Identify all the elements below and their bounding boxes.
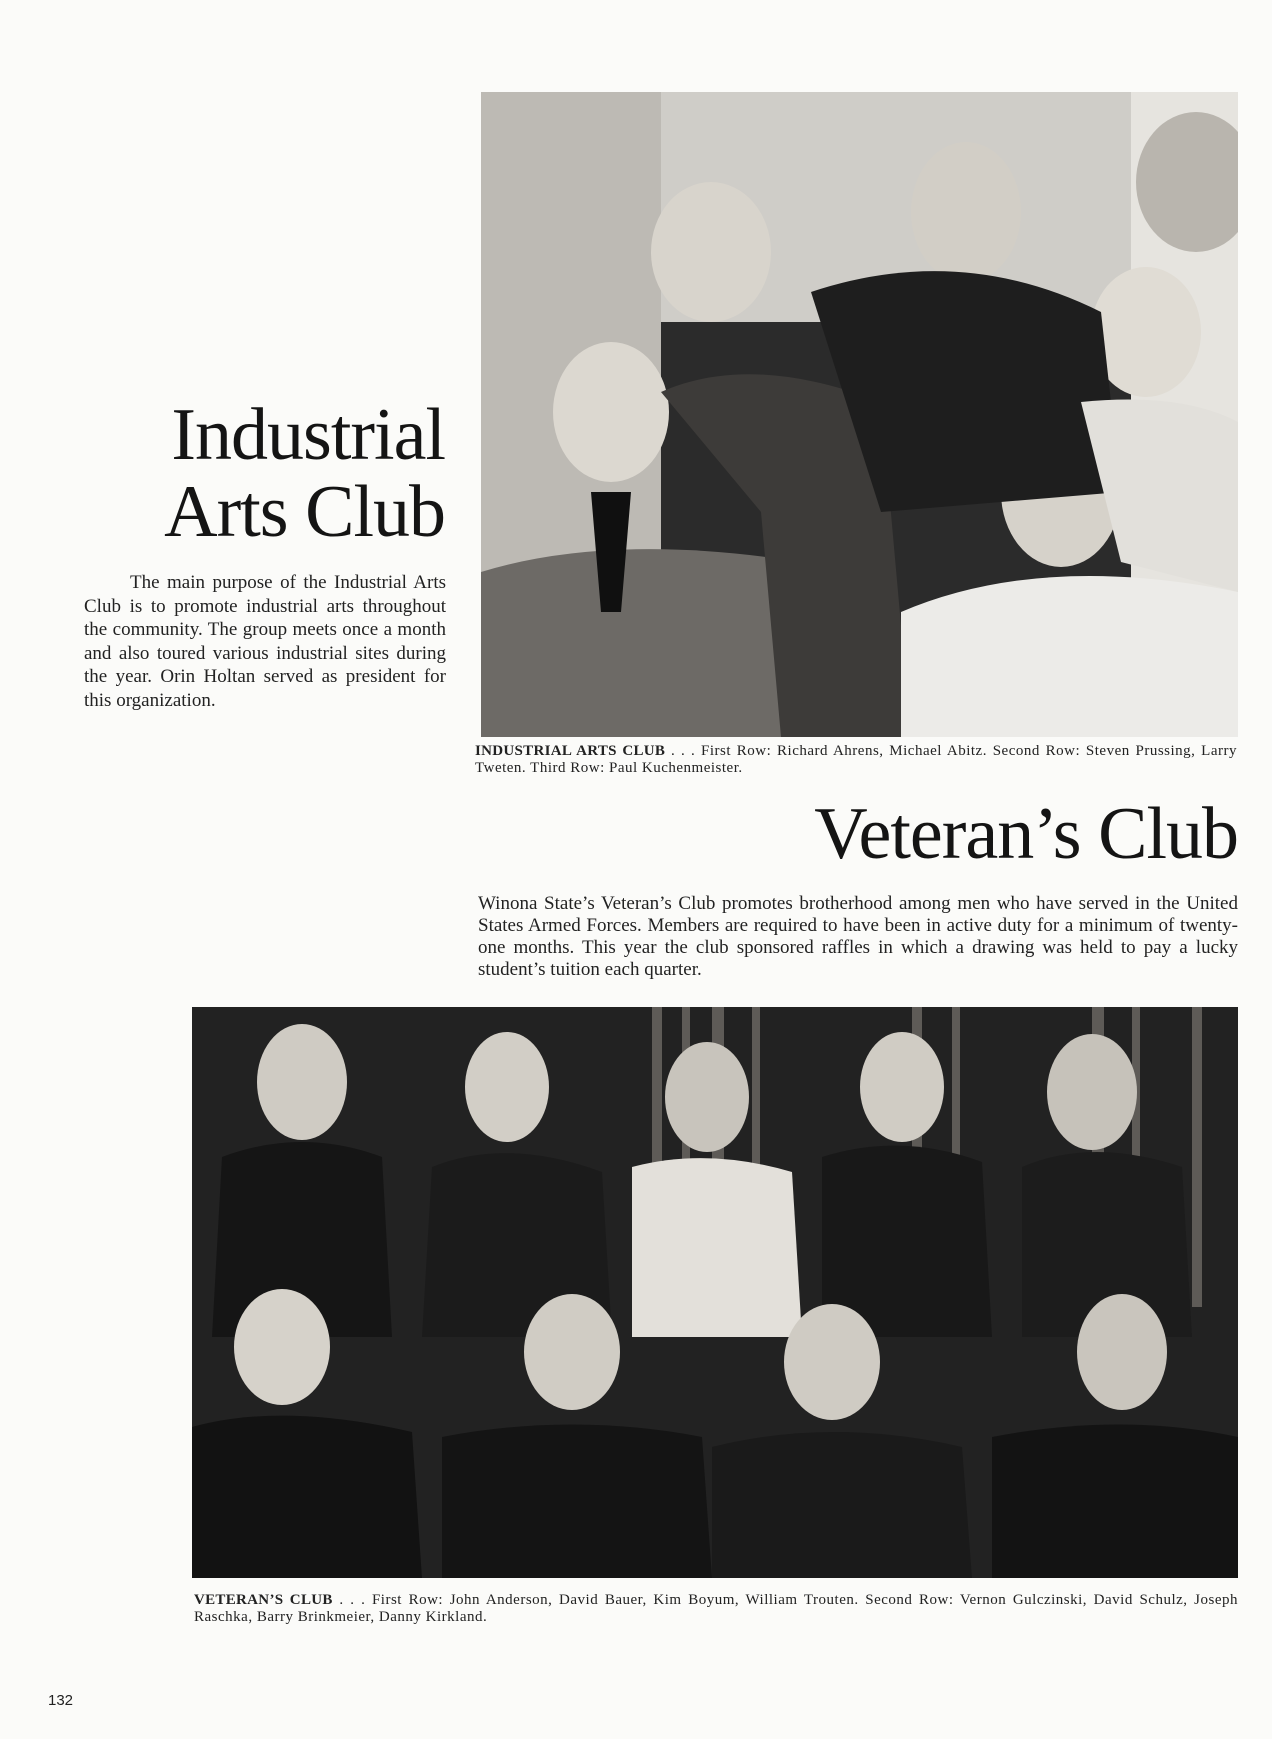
veterans-caption-text: . . . First Row: John Anderson, David Bauer, Kim Boyum, William Trouten. Second Row: Vernon Gulczinski, David Schulz, Joseph Raschka, Barry Brinkmeier, Danny Kirkland. (194, 1592, 1238, 1625)
industrial-title-line1: Industrial (171, 394, 445, 476)
industrial-title-line2: Arts Club (164, 471, 445, 553)
industrial-caption-text: . . . First Row: Richard Ahrens, Michael Abitz. Second Row: Steven Prussing, Larry Tweten. Third Row: Paul Kuchenmeister. (475, 743, 1237, 776)
industrial-arts-club-photo (481, 92, 1238, 737)
veterans-caption (194, 1592, 1238, 1626)
industrial-description: The main purpose of the Industrial Arts Club is to promote industrial arts throughout the community. The group meets once a month and also toured various industrial sites during the year. Orin Holtan served as president for this organization. (84, 572, 446, 711)
veterans-title: Veteran’s Club (814, 793, 1238, 875)
veterans-club-photo (192, 1007, 1238, 1578)
industrial-caption-label: INDUSTRIAL ARTS CLUB (475, 743, 666, 759)
page-number: 132 (48, 1692, 74, 1709)
veterans-caption-label: VETERAN’S CLUB (194, 1592, 333, 1608)
industrial-caption (475, 743, 1237, 777)
veterans-description: Winona State’s Veteran’s Club promotes brotherhood among men who have served in the United States Armed Forces. Members are required to have been in active duty for a minimum of twenty-one months. This year the club sponsored raffles in which a drawing was held to pay a lucky student’s tuition each quarter. (478, 893, 1238, 980)
